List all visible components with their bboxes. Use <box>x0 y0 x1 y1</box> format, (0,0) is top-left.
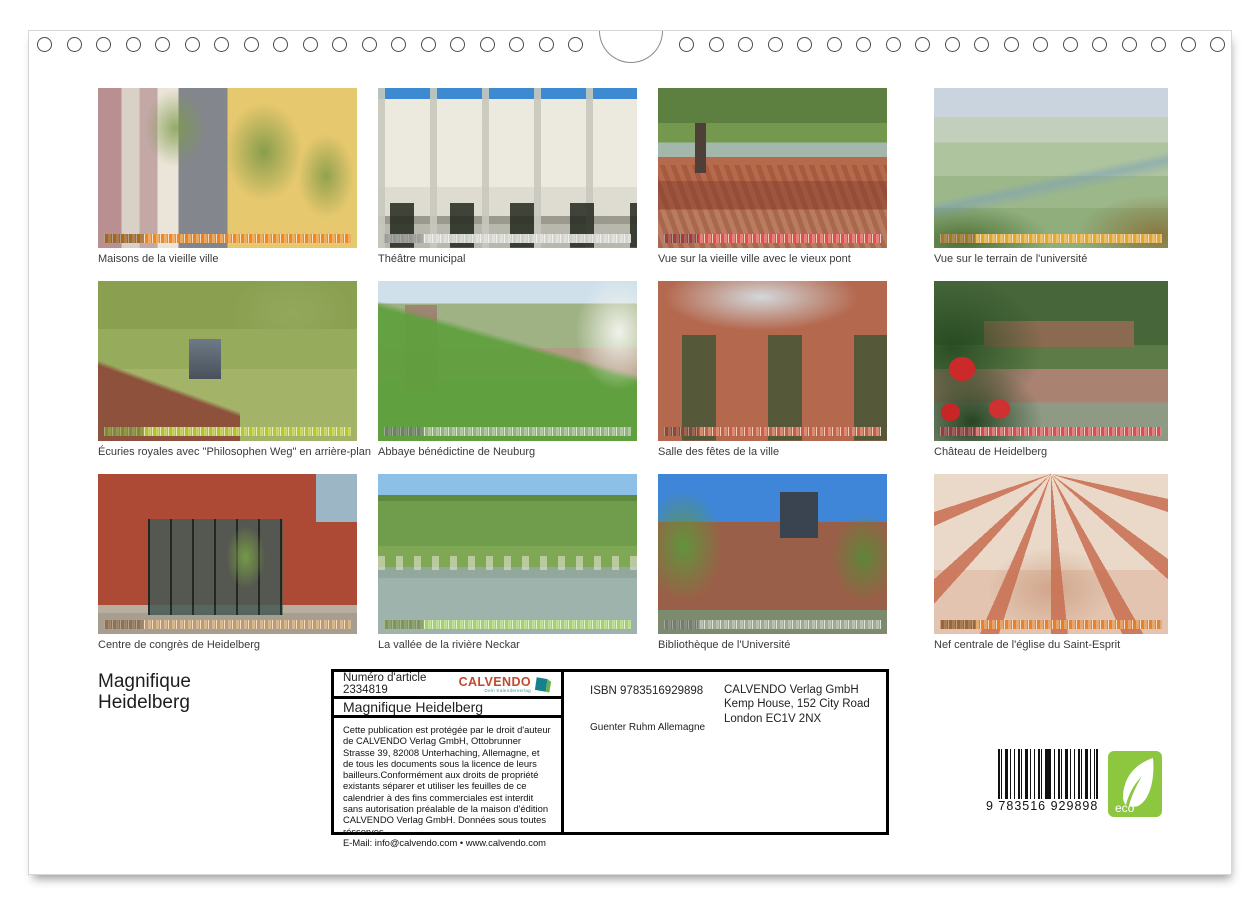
month-photo <box>378 88 637 248</box>
month-photo <box>98 88 357 248</box>
month-thumbnail <box>934 474 1168 651</box>
binding-hole <box>856 37 871 52</box>
calvendo-logo <box>459 675 552 694</box>
page-title-line2: Heidelberg <box>98 692 190 713</box>
binding-holes-left <box>37 37 583 52</box>
binding-hole <box>915 37 930 52</box>
binding-hole <box>974 37 989 52</box>
binding-hole <box>709 37 724 52</box>
thumbnail-caption: Écuries royales avec "Philosophen Weg" en arrière-plan <box>98 446 371 458</box>
mini-calendar-strip <box>384 234 631 243</box>
thumbnail-caption: Abbaye bénédictine de Neuburg <box>378 446 536 458</box>
binding-hole <box>768 37 783 52</box>
thumbnail-caption: Maisons de la vieille ville <box>98 253 219 265</box>
binding-hole <box>539 37 554 52</box>
binding-hole <box>1063 37 1078 52</box>
binding-hole <box>96 37 111 52</box>
binding-hole <box>1151 37 1166 52</box>
month-photo <box>658 88 887 248</box>
barcode <box>986 749 1102 821</box>
imprint-left-column <box>334 672 564 848</box>
eco-leaf-icon <box>1108 751 1162 817</box>
month-thumbnail <box>98 474 357 651</box>
month-photo <box>658 281 887 441</box>
thumbnail-caption: Vue sur la vieille ville avec le vieux pont <box>658 253 851 265</box>
month-thumbnail <box>378 474 637 651</box>
page-title-line1: Magnifique <box>98 671 191 692</box>
binding-hole <box>450 37 465 52</box>
thumbnail-caption: Centre de congrès de Heidelberg <box>98 639 261 651</box>
thumbnail-caption: Bibliothèque de l'Université <box>658 639 791 651</box>
calvendo-logo-tagline: Dein Kalenderverlag <box>484 687 531 693</box>
binding-hole <box>421 37 436 52</box>
mini-calendar-strip <box>940 427 1162 436</box>
copyright-cell <box>334 718 561 854</box>
binding-hole <box>303 37 318 52</box>
binding-hole <box>155 37 170 52</box>
binding-hole <box>185 37 200 52</box>
mini-calendar-strip <box>104 427 351 436</box>
mini-calendar-strip <box>664 620 881 629</box>
binding-hole <box>797 37 812 52</box>
thumbnail-caption: La vallée de la rivière Neckar <box>378 639 520 651</box>
imprint-right-column <box>564 672 886 832</box>
thumbnail-caption: Vue sur le terrain de l'université <box>934 253 1088 265</box>
article-number-cell <box>334 672 561 699</box>
month-thumbnail <box>658 88 887 265</box>
binding-hole <box>214 37 229 52</box>
eco-logo <box>1108 751 1162 817</box>
binding-hole <box>1181 37 1196 52</box>
binding-hole <box>1122 37 1137 52</box>
mini-calendar-strip <box>384 427 631 436</box>
hanger-cutout <box>599 31 663 63</box>
mini-calendar-strip <box>664 234 881 243</box>
contact-line: E-Mail: info@calvendo.com • www.calvendo.com <box>343 836 546 848</box>
month-thumbnail <box>658 474 887 651</box>
month-photo <box>98 281 357 441</box>
article-number: Numéro d'article 2334819 <box>343 672 427 696</box>
isbn: ISBN 9783516929898 <box>590 685 704 697</box>
month-photo <box>378 474 637 634</box>
eco-label: eco <box>1115 801 1135 815</box>
binding-hole <box>679 37 694 52</box>
binding-hole <box>738 37 753 52</box>
binding-hole <box>391 37 406 52</box>
binding-hole <box>126 37 141 52</box>
binding-hole <box>244 37 259 52</box>
month-thumbnail <box>934 88 1168 265</box>
month-photo <box>934 88 1168 248</box>
binding-hole <box>273 37 288 52</box>
mini-calendar-strip <box>664 427 881 436</box>
copyright-text: Cette publication est protégée par le droit d'auteur de CALVENDO Verlag GmbH, Ottobrunner Strasse 39, 82008 Unterhaching, Allemagne, et de tous les documents sous la licence de leurs bailleurs.Conformément aux droits de propriété existants séparer et utiliser les feuilles de ce calendrier à des fins commerciales est interdit sans autorisation préalable de la maison d'édition CALVENDO Verlag GmbH. Données sous toutes résserves. <box>343 724 551 837</box>
binding-hole <box>568 37 583 52</box>
month-photo <box>934 281 1168 441</box>
binding-holes-right <box>679 37 1225 52</box>
binding-hole <box>67 37 82 52</box>
binding-hole <box>1004 37 1019 52</box>
calvendo-logo-text: CALVENDO <box>458 674 531 689</box>
month-thumbnail <box>378 88 637 265</box>
binding-hole <box>886 37 901 52</box>
binding-hole <box>509 37 524 52</box>
thumbnail-caption: Théâtre municipal <box>378 253 466 265</box>
binding-hole <box>1092 37 1107 52</box>
author: Guenter Ruhm Allemagne <box>590 722 706 733</box>
page-title <box>98 671 191 713</box>
binding-hole <box>1210 37 1225 52</box>
mini-calendar-strip <box>104 620 351 629</box>
month-photo <box>934 474 1168 634</box>
binding-hole <box>1033 37 1048 52</box>
month-thumbnail <box>98 88 357 265</box>
mini-calendar-strip <box>104 234 351 243</box>
calendar-title: Magnifique Heidelberg <box>334 699 561 718</box>
binding-hole <box>945 37 960 52</box>
mini-calendar-strip <box>384 620 631 629</box>
thumbnail-caption: Château de Heidelberg <box>934 446 1048 458</box>
imprint-box <box>331 669 889 848</box>
binding-hole <box>37 37 52 52</box>
month-photo <box>658 474 887 634</box>
month-photo <box>98 474 357 634</box>
binding-hole <box>362 37 377 52</box>
binding-hole <box>332 37 347 52</box>
publisher-address: CALVENDO Verlag GmbH Kemp House, 152 City Road London EC1V 2NX <box>724 684 870 725</box>
binding-hole <box>827 37 842 52</box>
calendar-back-page <box>28 30 1232 875</box>
binding-hole <box>480 37 495 52</box>
mini-calendar-strip <box>940 234 1162 243</box>
month-thumbnail <box>658 281 887 458</box>
thumbnail-caption: Nef centrale de l'église du Saint-Esprit <box>934 639 1121 651</box>
month-thumbnail <box>378 281 637 458</box>
calvendo-flag-icon <box>534 675 552 694</box>
thumbnail-caption: Salle des fêtes de la ville <box>658 446 780 458</box>
month-thumbnail <box>98 281 371 458</box>
barcode-number: 9 783516 929898 <box>986 799 1102 813</box>
month-photo <box>378 281 637 441</box>
month-thumbnail <box>934 281 1168 458</box>
mini-calendar-strip <box>940 620 1162 629</box>
